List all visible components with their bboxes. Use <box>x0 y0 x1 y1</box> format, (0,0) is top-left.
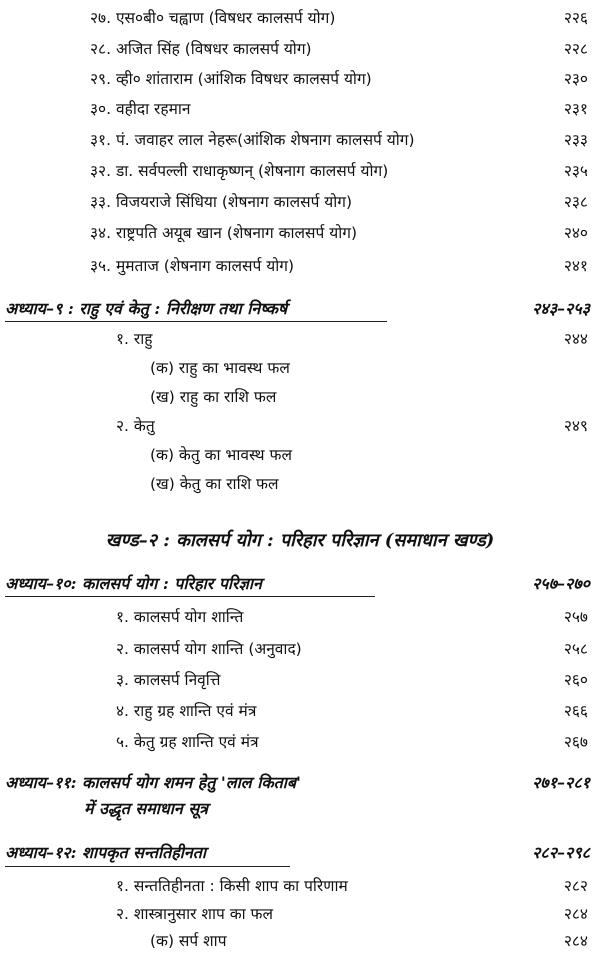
chapter-page-range: २७१–२८१ <box>532 773 590 792</box>
list-item <box>0 413 600 439</box>
item-title: ३४. राष्ट्रपति अयूब खान (शेषनाग कालसर्प योग) <box>90 224 358 242</box>
chapter-title: अध्याय–११: कालसर्प योग शमन हेतु 'लाल किताब' <box>5 773 301 792</box>
item-title: २७. एस०बी० चह्वाण (विषधर कालसर्प योग) <box>90 9 336 27</box>
list-item <box>0 253 600 279</box>
list-item <box>0 928 600 954</box>
sub-item-title: (ख) केतु का राशि फल <box>150 475 279 493</box>
list-item <box>0 384 600 410</box>
page-number: २४१ <box>563 257 588 275</box>
page-number: २४४ <box>563 330 588 348</box>
list-item <box>0 636 600 662</box>
item-title: ५. केतु ग्रह शान्ति एवं मंत्र <box>116 733 259 751</box>
page-number: २३५ <box>563 162 588 180</box>
page-number: २४० <box>563 224 588 242</box>
page-number: २८४ <box>563 932 588 950</box>
page-number: २८४ <box>563 905 588 923</box>
list-item <box>0 604 600 630</box>
chapter-title: अध्याय–१२: शापकृत सन्ततिहीनता <box>5 843 207 862</box>
chapter-page-range: २५७–२७० <box>532 574 590 593</box>
item-title: १. राहु <box>116 330 153 348</box>
page-number: २६० <box>563 671 588 689</box>
page-number: २३८ <box>563 193 588 211</box>
chapter-page-range: २८२–२९८ <box>532 843 590 862</box>
page-number: २२६ <box>563 9 588 27</box>
list-item <box>0 66 600 92</box>
page-number: २३० <box>563 70 588 88</box>
list-item <box>0 326 600 352</box>
page-number: २५७ <box>563 608 588 626</box>
list-item <box>0 158 600 184</box>
item-title: ३२. डा. सर्वपल्ली राधाकृष्णन् (शेषनाग कालसर्प योग) <box>90 162 389 180</box>
chapter-title: अध्याय–९ : राहु एवं केतु : निरीक्षण तथा निष्कर्ष <box>5 299 288 318</box>
list-item <box>0 873 600 899</box>
list-item <box>0 127 600 153</box>
section-title: खण्ड–२ : कालसर्प योग : परिहार परिज्ञान (समाधान खण्ड) <box>105 530 495 551</box>
item-title: ४. राहु ग्रह शान्ति एवं मंत्र <box>116 702 257 720</box>
sub-item-title: (क) केतु का भावस्थ फल <box>150 446 292 464</box>
item-title: २. केतु <box>116 417 155 435</box>
chapter-heading <box>0 571 600 597</box>
item-title: २८. अजित सिंह (विषधर कालसर्प योग) <box>90 40 312 58</box>
item-title: ३३. विजयराजे सिंधिया (शेषनाग कालसर्प योग) <box>90 193 353 211</box>
item-title: २. शास्त्रानुसार शाप का फल <box>116 905 274 923</box>
chapter-heading <box>0 840 600 866</box>
page-number: २५८ <box>563 640 588 658</box>
sub-item-title: (क) राहु का भावस्थ फल <box>150 359 290 377</box>
list-item <box>0 189 600 215</box>
chapter-title-line-2: में उद्धृत समाधान सूत्र <box>84 799 208 818</box>
chapter-title: अध्याय–१०: कालसर्प योग : परिहार परिज्ञान <box>5 574 262 593</box>
chapter-heading-continuation <box>0 796 600 822</box>
heading-underline <box>5 866 290 867</box>
chapter-heading <box>0 296 600 322</box>
page-number: २६६ <box>563 702 588 720</box>
item-title: २९. व्ही० शांताराम (आंशिक विषधर कालसर्प योग) <box>90 70 372 88</box>
list-item <box>0 698 600 724</box>
page-number: २४९ <box>563 417 588 435</box>
list-item <box>0 96 600 122</box>
list-item <box>0 667 600 693</box>
list-item <box>0 5 600 31</box>
heading-underline <box>5 596 375 597</box>
sub-item-title: (क) सर्प शाप <box>150 932 227 950</box>
item-title: १. कालसर्प योग शान्ति <box>116 608 244 626</box>
item-title: ३५. मुमताज (शेषनाग कालसर्प योग) <box>90 257 295 275</box>
heading-underline <box>5 321 387 322</box>
item-title: १. सन्ततिहीनता : किसी शाप का परिणाम <box>116 877 348 895</box>
page-number: २३३ <box>563 131 588 149</box>
chapter-page-range: २४३–२५३ <box>532 299 590 318</box>
list-item <box>0 471 600 497</box>
page-number: २८२ <box>563 877 588 895</box>
sub-item-title: (ख) राहु का राशि फल <box>150 388 277 406</box>
item-title: ३१. पं. जवाहर लाल नेहरू(आंशिक शेषनाग कालसर्प योग) <box>90 131 415 149</box>
list-item <box>0 901 600 927</box>
list-item <box>0 220 600 246</box>
list-item <box>0 355 600 381</box>
item-title: ३. कालसर्प निवृत्ति <box>116 671 221 689</box>
page-number: २६७ <box>563 733 588 751</box>
list-item <box>0 442 600 468</box>
page-number: २३१ <box>563 100 588 118</box>
list-item <box>0 729 600 755</box>
item-title: २. कालसर्प योग शान्ति (अनुवाद) <box>116 640 302 658</box>
page-number: २२८ <box>563 40 588 58</box>
chapter-heading <box>0 770 600 796</box>
item-title: ३०. वहीदा रहमान <box>90 100 191 118</box>
section-heading <box>0 526 600 556</box>
list-item <box>0 36 600 62</box>
